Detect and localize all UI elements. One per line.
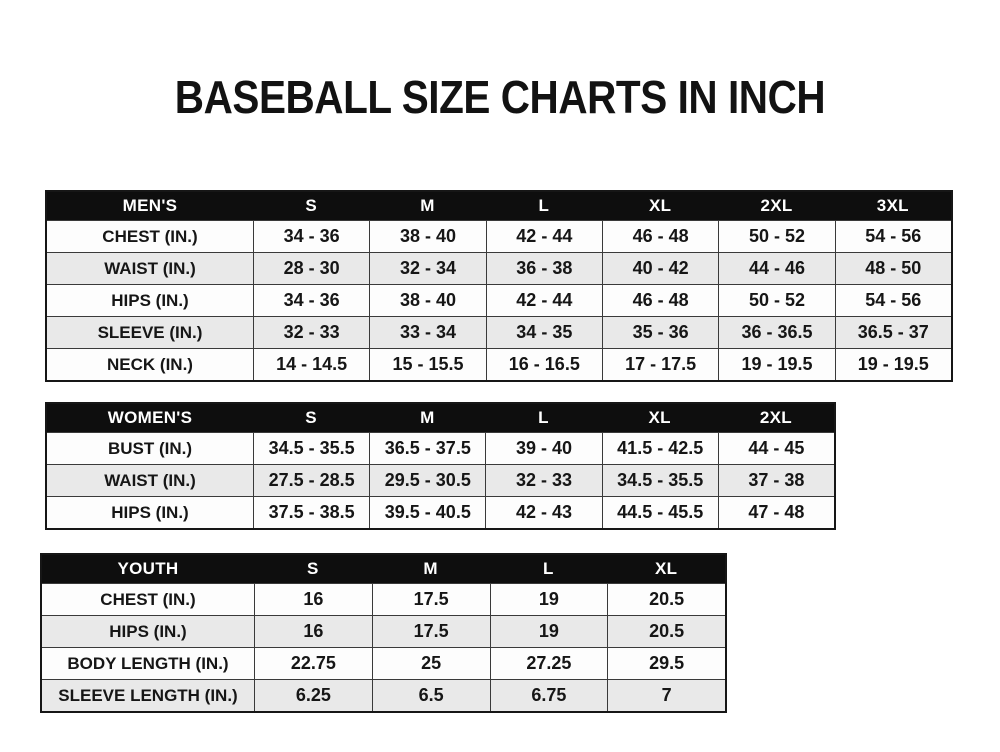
value-cell: 34 - 35 <box>486 317 602 348</box>
value-cell: 46 - 48 <box>602 285 718 316</box>
value-cell: 36.5 - 37 <box>835 317 951 348</box>
table-row <box>42 583 725 615</box>
value-cell: 6.5 <box>372 680 490 711</box>
column-header: 2XL <box>760 196 793 215</box>
table-header-row <box>47 404 834 432</box>
value-cell: 19 <box>490 584 608 615</box>
column-header: 2XL <box>759 408 792 427</box>
table-group-title: WOMEN'S <box>107 408 193 427</box>
value-cell: 17.5 <box>372 584 490 615</box>
value-cell: 16 <box>254 584 372 615</box>
value-cell: 50 - 52 <box>718 285 834 316</box>
row-label: BUST (IN.) <box>107 438 193 458</box>
value-cell: 33 - 34 <box>369 317 485 348</box>
column-header: L <box>538 196 550 215</box>
value-cell: 15 - 15.5 <box>369 349 485 380</box>
value-cell: 36 - 36.5 <box>718 317 834 348</box>
row-label: HIPS (IN.) <box>111 290 189 310</box>
table-row <box>47 464 834 496</box>
mens-size-table <box>45 190 953 382</box>
value-cell: 38 - 40 <box>369 221 485 252</box>
table-header-row <box>42 555 725 583</box>
table-row <box>47 284 951 316</box>
column-header: 3XL <box>876 196 909 215</box>
row-label: HIPS (IN.) <box>109 621 187 641</box>
value-cell: 14 - 14.5 <box>253 349 369 380</box>
column-header: M <box>420 196 435 215</box>
table-group-title: MEN'S <box>122 196 178 215</box>
value-cell: 29.5 <box>607 648 725 679</box>
column-header: L <box>543 559 554 578</box>
womens-size-table <box>45 402 836 530</box>
table-row <box>47 432 834 464</box>
table-row <box>47 220 951 252</box>
table-header-row <box>47 192 951 220</box>
table-row <box>47 348 951 380</box>
value-cell: 16 <box>254 616 372 647</box>
row-label: WAIST (IN.) <box>104 470 196 490</box>
value-cell: 37 - 38 <box>718 465 834 496</box>
value-cell: 39.5 - 40.5 <box>369 497 485 528</box>
row-label: WAIST (IN.) <box>104 258 196 278</box>
row-label: SLEEVE LENGTH (IN.) <box>58 685 238 705</box>
value-cell: 34.5 - 35.5 <box>253 433 369 464</box>
value-cell: 19 <box>490 616 608 647</box>
value-cell: 19 - 19.5 <box>835 349 951 380</box>
row-label: SLEEVE (IN.) <box>97 322 203 342</box>
value-cell: 41.5 - 42.5 <box>602 433 718 464</box>
value-cell: 54 - 56 <box>835 221 951 252</box>
value-cell: 36 - 38 <box>486 253 602 284</box>
table-row <box>42 647 725 679</box>
value-cell: 29.5 - 30.5 <box>369 465 485 496</box>
value-cell: 16 - 16.5 <box>486 349 602 380</box>
value-cell: 17 - 17.5 <box>602 349 718 380</box>
value-cell: 44 - 46 <box>718 253 834 284</box>
value-cell: 54 - 56 <box>835 285 951 316</box>
table-row <box>42 615 725 647</box>
column-header: L <box>538 408 549 427</box>
value-cell: 47 - 48 <box>718 497 834 528</box>
value-cell: 35 - 36 <box>602 317 718 348</box>
column-header: S <box>305 408 317 427</box>
value-cell: 19 - 19.5 <box>718 349 834 380</box>
table-row <box>47 252 951 284</box>
value-cell: 32 - 33 <box>485 465 601 496</box>
value-cell: 36.5 - 37.5 <box>369 433 485 464</box>
row-label: NECK (IN.) <box>107 354 193 374</box>
value-cell: 34 - 36 <box>253 221 369 252</box>
value-cell: 6.25 <box>254 680 372 711</box>
table-group-title: YOUTH <box>117 559 179 578</box>
column-header: S <box>305 196 317 215</box>
value-cell: 38 - 40 <box>369 285 485 316</box>
value-cell: 20.5 <box>607 584 725 615</box>
value-cell: 37.5 - 38.5 <box>253 497 369 528</box>
row-label: BODY LENGTH (IN.) <box>67 653 229 673</box>
value-cell: 34.5 - 35.5 <box>602 465 718 496</box>
column-header: XL <box>648 408 671 427</box>
value-cell: 48 - 50 <box>835 253 951 284</box>
value-cell: 28 - 30 <box>253 253 369 284</box>
value-cell: 46 - 48 <box>602 221 718 252</box>
value-cell: 32 - 34 <box>369 253 485 284</box>
value-cell: 44.5 - 45.5 <box>602 497 718 528</box>
value-cell: 42 - 44 <box>486 285 602 316</box>
table-row <box>47 316 951 348</box>
value-cell: 44 - 45 <box>718 433 834 464</box>
row-label: CHEST (IN.) <box>100 589 196 609</box>
column-header: M <box>423 559 438 578</box>
value-cell: 6.75 <box>490 680 608 711</box>
value-cell: 34 - 36 <box>253 285 369 316</box>
value-cell: 50 - 52 <box>718 221 834 252</box>
value-cell: 39 - 40 <box>485 433 601 464</box>
value-cell: 17.5 <box>372 616 490 647</box>
youth-size-table <box>40 553 727 713</box>
value-cell: 22.75 <box>254 648 372 679</box>
value-cell: 40 - 42 <box>602 253 718 284</box>
table-row <box>42 679 725 711</box>
column-header: S <box>307 559 319 578</box>
value-cell: 27.5 - 28.5 <box>253 465 369 496</box>
page-title: BASEBALL SIZE CHARTS IN INCH <box>174 71 826 123</box>
value-cell: 42 - 44 <box>486 221 602 252</box>
column-header: M <box>420 408 435 427</box>
value-cell: 20.5 <box>607 616 725 647</box>
value-cell: 27.25 <box>490 648 608 679</box>
value-cell: 25 <box>372 648 490 679</box>
row-label: CHEST (IN.) <box>102 226 198 246</box>
row-label: HIPS (IN.) <box>111 502 189 522</box>
value-cell: 42 - 43 <box>485 497 601 528</box>
column-header: XL <box>648 196 672 215</box>
column-header: XL <box>654 559 678 578</box>
table-row <box>47 496 834 528</box>
value-cell: 7 <box>607 680 725 711</box>
value-cell: 32 - 33 <box>253 317 369 348</box>
